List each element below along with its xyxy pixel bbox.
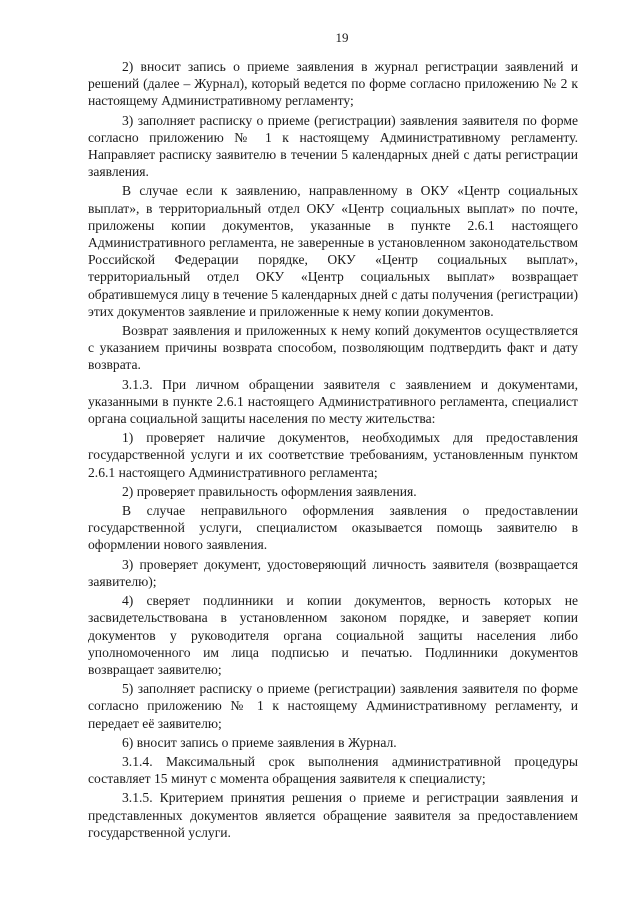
paragraph-3-1-4: 3.1.4. Максимальный срок выполнения административной процедуры составляет 15 минут с момента обращения заявителя к специалисту; [88, 753, 578, 787]
paragraph-item-1-check-documents: 1) проверяет наличие документов, необходимых для предоставления государственной услуги и их соответствие требованиям, установленным пунктом 2.6.1 настоящего Административного регламента; [88, 430, 578, 480]
paragraph-3-1-5: 3.1.5. Критерием принятия решения о приеме и регистрации заявления и представленных документов является обращение заявителя за предоставлением государственной услуги. [88, 790, 578, 840]
paragraph-item-5-fill-receipt: 5) заполняет расписку о приеме (регистрации) заявления заявителя по форме согласно приложению № 1 к настоящему Административному регламенту, и передает её заявителю; [88, 681, 578, 731]
paragraph-3-1-3: 3.1.3. При личном обращении заявителя с заявлением и документами, указанными в пункте 2.6.1 настоящего Административного регламента, специалист органа социальной защиты населения по месту жительства: [88, 376, 578, 427]
paragraph-item-2-check-form: 2) проверяет правильность оформления заявления. [122, 483, 417, 499]
paragraph-incorrect-form: В случае неправильного оформления заявления о предоставлении государственной услуги, специалистом оказывается помощь заявителю в оформлении нового заявления. [88, 503, 578, 553]
paragraph-item-3-check-identity: 3) проверяет документ, удостоверяющий личность заявителя (возвращается заявителю); [88, 556, 578, 589]
document-page [88, 30, 578, 843]
paragraph-item-2-journal-entry: 2) вносит запись о приеме заявления в журнал регистрации заявлений и решений (далее – Журнал), который ведется по форме согласно приложению № 2 к настоящему Административному регламенту; [88, 59, 578, 109]
paragraph-item-4-verify-copies: 4) сверяет подлинники и копии документов, верность которых не засвидетельствована в установленном законом порядке, и заверяет копии документов у руководителя органа социальной защиты населения либо уполномоченного им лица подписью и печатью. Подлинники документов возвращает заявителю; [88, 593, 578, 677]
paragraph-item-3-receipt: 3) заполняет расписку о приеме (регистрации) заявления заявителя по форме согласно приложению № 1 к настоящему Административному регламенту. Направляет расписку заявителю в течении 5 календарных дней с даты регистрации заявления. [88, 112, 578, 180]
paragraph-item-6-journal: 6) вносит запись о приеме заявления в Журнал. [122, 734, 397, 750]
page-number: 19 [335, 30, 349, 45]
paragraph-mail-return: В случае если к заявлению, направленному в ОКУ «Центр социальных выплат», в территориальный отдел ОКУ «Центр социальных выплат» по почте, приложены копии документов, указанные в пункте 2.6.1 настоящего Административного регламента, не заверенные в установленном законодательством Российской Федерации порядке, ОКУ «Центр социальных выплат», территориальный отдел ОКУ «Центр социальных выплат» возвращает обратившемуся лицу в течение 5 календарных дней с даты получения (регистрации) этих документов заявление и приложенные к нему копии документов. [88, 183, 578, 319]
paragraph-return-method: Возврат заявления и приложенных к нему копий документов осуществляется с указанием причины возврата способом, позволяющим подтвердить факт и дату возврата. [88, 323, 578, 373]
